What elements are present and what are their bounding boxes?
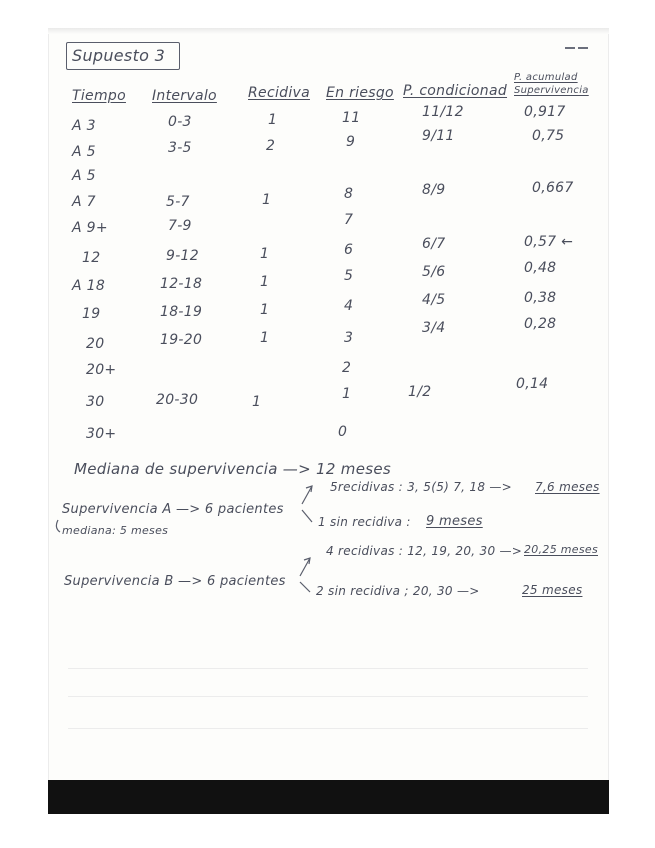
cell-intervalo: 9-12 bbox=[166, 248, 199, 264]
cell-recidiva: 1 bbox=[260, 246, 270, 262]
note-supervivencia-b: Supervivencia B —> 6 pacientes bbox=[64, 574, 286, 589]
bleed-through-line bbox=[68, 728, 588, 729]
cell-en-riesgo: 6 bbox=[344, 242, 354, 258]
header-recidiva: Recidiva bbox=[248, 85, 310, 101]
cell-p-condicionada: 11/12 bbox=[422, 104, 464, 120]
note-a-recidivas-result: 7,6 meses bbox=[535, 480, 600, 494]
cell-tiempo: A 18 bbox=[72, 278, 106, 294]
note-a-recidivas: 5recidivas : 3, 5(5) 7, 18 —> bbox=[330, 480, 513, 494]
cell-tiempo: A 7 bbox=[72, 194, 96, 210]
cell-tiempo: 30+ bbox=[86, 426, 117, 442]
note-a-sin-recidiva: 1 sin recidiva : bbox=[318, 515, 411, 529]
cell-tiempo: 30 bbox=[86, 394, 105, 410]
cell-p-acumulada: 0,667 bbox=[532, 180, 574, 196]
cell-p-condicionada: 5/6 bbox=[422, 264, 446, 280]
cell-recidiva: 1 bbox=[260, 274, 270, 290]
branch-arrows bbox=[48, 28, 609, 648]
header-intervalo: Intervalo bbox=[152, 88, 217, 104]
cell-recidiva: 1 bbox=[268, 112, 278, 128]
cell-en-riesgo: 7 bbox=[344, 212, 354, 228]
cell-tiempo: A 5 bbox=[72, 144, 96, 160]
cell-recidiva: 1 bbox=[252, 394, 262, 410]
cell-intervalo: 0-3 bbox=[168, 114, 192, 130]
scan-bottom-bar bbox=[48, 780, 609, 814]
cell-tiempo: 12 bbox=[82, 250, 101, 266]
cell-p-condicionada: 8/9 bbox=[422, 182, 446, 198]
cell-en-riesgo: 1 bbox=[342, 386, 352, 402]
cell-tiempo: 20 bbox=[86, 336, 105, 352]
cell-tiempo: A 9+ bbox=[72, 220, 108, 236]
cell-p-condicionada: 6/7 bbox=[422, 236, 446, 252]
cell-p-acumulada: 0,57 ← bbox=[524, 234, 574, 250]
cell-intervalo: 5-7 bbox=[166, 194, 190, 210]
header-en-riesgo: En riesgo bbox=[326, 85, 394, 101]
note-b-sin-recidiva-result: 25 meses bbox=[522, 583, 583, 597]
page-title: Supuesto 3 bbox=[72, 46, 166, 65]
note-b-recidivas-result: 20,25 meses bbox=[524, 543, 598, 556]
header-p-acumulada-line1: P. acumulad bbox=[514, 72, 578, 83]
note-supervivencia-a-mediana: mediana: 5 meses bbox=[62, 524, 169, 537]
cell-recidiva: 1 bbox=[260, 330, 270, 346]
cell-en-riesgo: 8 bbox=[344, 186, 354, 202]
cell-p-acumulada: 0,75 bbox=[532, 128, 565, 144]
cell-tiempo: A 3 bbox=[72, 118, 96, 134]
cell-p-condicionada: 9/11 bbox=[422, 128, 455, 144]
cell-p-acumulada: 0,14 bbox=[516, 376, 549, 392]
note-a-sin-recidiva-result: 9 meses bbox=[426, 514, 483, 529]
cell-en-riesgo: 0 bbox=[338, 424, 348, 440]
header-tiempo: Tiempo bbox=[72, 88, 126, 104]
cell-en-riesgo: 5 bbox=[344, 268, 354, 284]
cell-tiempo: 19 bbox=[82, 306, 101, 322]
note-b-recidivas: 4 recidivas : 12, 19, 20, 30 —> bbox=[326, 544, 523, 558]
cell-tiempo: A 5 bbox=[72, 168, 96, 184]
cell-en-riesgo: 9 bbox=[346, 134, 356, 150]
note-mediana: Mediana de supervivencia —> 12 meses bbox=[74, 460, 391, 478]
header-p-acumulada-line2: Supervivencia bbox=[514, 85, 589, 96]
cell-recidiva: 1 bbox=[262, 192, 272, 208]
note-b-sin-recidiva: 2 sin recidiva ; 20, 30 —> bbox=[316, 584, 480, 598]
note-supervivencia-a: Supervivencia A —> 6 pacientes bbox=[62, 502, 284, 517]
cell-intervalo: 7-9 bbox=[168, 218, 192, 234]
cell-en-riesgo: 11 bbox=[342, 110, 361, 126]
cell-p-condicionada: 3/4 bbox=[422, 320, 446, 336]
cell-p-condicionada: 1/2 bbox=[408, 384, 432, 400]
cell-intervalo: 12-18 bbox=[160, 276, 203, 292]
paper-sheet bbox=[48, 28, 609, 814]
header-p-condicionada: P. condicionad bbox=[403, 83, 508, 99]
bleed-through-line bbox=[68, 696, 588, 697]
cell-p-acumulada: 0,917 bbox=[524, 104, 566, 120]
cell-tiempo: 20+ bbox=[86, 362, 117, 378]
cell-intervalo: 20-30 bbox=[156, 392, 199, 408]
cell-p-acumulada: 0,38 bbox=[524, 290, 557, 306]
cell-en-riesgo: 4 bbox=[344, 298, 354, 314]
cell-p-condicionada: 4/5 bbox=[422, 292, 446, 308]
cell-p-acumulada: 0,28 bbox=[524, 316, 557, 332]
cell-intervalo: 3-5 bbox=[168, 140, 192, 156]
cell-intervalo: 18-19 bbox=[160, 304, 203, 320]
bleed-through-line bbox=[68, 668, 588, 669]
cell-en-riesgo: 3 bbox=[344, 330, 354, 346]
cell-intervalo: 19-20 bbox=[160, 332, 203, 348]
cell-en-riesgo: 2 bbox=[342, 360, 352, 376]
cell-recidiva: 2 bbox=[266, 138, 276, 154]
cell-recidiva: 1 bbox=[260, 302, 270, 318]
cell-p-acumulada: 0,48 bbox=[524, 260, 557, 276]
